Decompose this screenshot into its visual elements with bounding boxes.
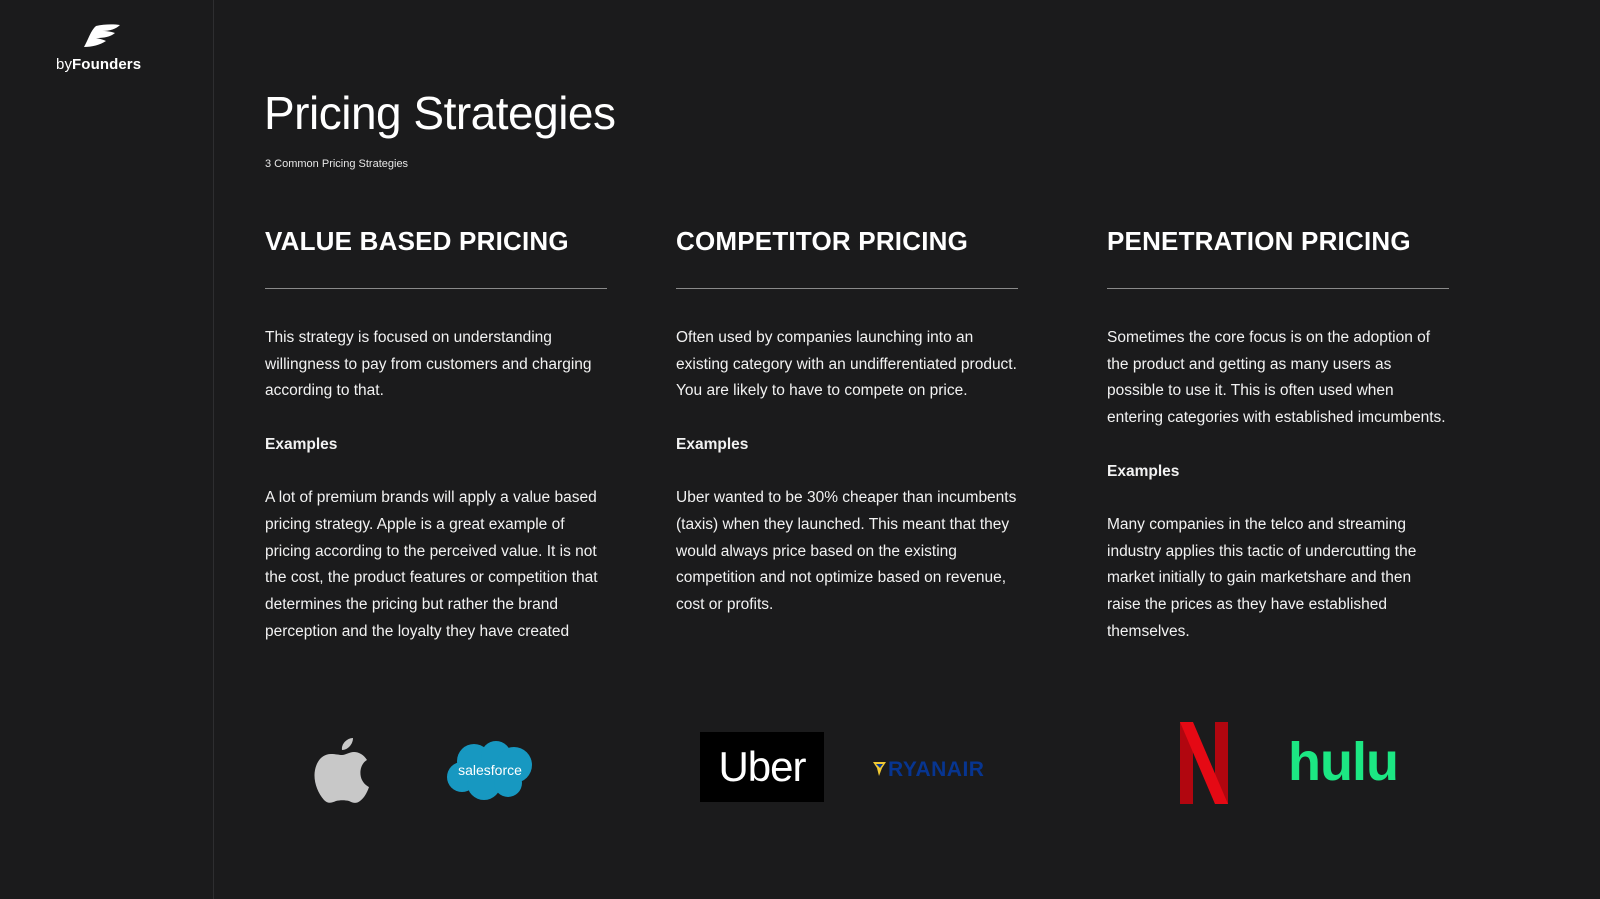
- salesforce-logo-icon: [444, 739, 536, 803]
- hulu-logo-icon: [1288, 737, 1416, 787]
- brand-feather-icon: [82, 24, 122, 48]
- strategy-heading: VALUE BASED PRICING: [265, 226, 569, 256]
- strategy-heading: COMPETITOR PRICING: [676, 226, 969, 256]
- examples-label: Examples: [265, 435, 338, 453]
- examples-text: Many companies in the telco and streaming industry applies this tactic of undercutting the market initially to gain marketshare and then raise the prices as they have established themselves.: [1107, 515, 1417, 640]
- strategy-column-competitor: [676, 226, 1018, 645]
- divider: [265, 288, 607, 289]
- salesforce-wordmark: salesforce: [458, 762, 522, 778]
- strategy-description: Often used by companies launching into an existing category with an undifferentiated product. You are likely to have to compete on price.: [676, 329, 1017, 400]
- ryanair-wordmark: RYANAIR: [888, 758, 985, 781]
- strategy-column-penetration: [1107, 226, 1449, 672]
- apple-logo-icon: [312, 734, 372, 804]
- strategy-description: Sometimes the core focus is on the adoption of the product and getting as many users as possible to use it. This is often used when entering categories with established imcumbents.: [1107, 329, 1446, 427]
- examples-label: Examples: [676, 435, 749, 453]
- strategy-heading: PENETRATION PRICING: [1107, 226, 1411, 256]
- strategy-description: This strategy is focused on understanding willingness to pay from customers and charging according to that.: [265, 329, 592, 400]
- uber-logo: [700, 732, 824, 802]
- strategy-column-value-based: [265, 226, 607, 672]
- brand-name: byFounders: [56, 56, 142, 73]
- page-title: Pricing Strategies: [264, 87, 616, 139]
- uber-wordmark: Uber: [718, 743, 806, 790]
- page-subtitle: 3 Common Pricing Strategies: [265, 158, 409, 170]
- divider: [1107, 288, 1449, 289]
- examples-text: A lot of premium brands will apply a value based pricing strategy. Apple is a great example of pricing according to the perceived value. It is not the cost, the product features or competition that determines the pricing but rather the brand perception and the loyalty they have created: [265, 489, 598, 640]
- examples-label: Examples: [1107, 462, 1180, 480]
- examples-text: Uber wanted to be 30% cheaper than incumbents (taxis) when they launched. This meant that they would always price based on the existing competition and not optimize based on revenue, cost or profits.: [676, 489, 1017, 613]
- hulu-wordmark: hulu: [1288, 737, 1398, 787]
- netflix-logo-icon: [1180, 722, 1228, 804]
- ryanair-logo-icon: [872, 754, 1018, 782]
- sidebar: [0, 0, 214, 899]
- divider: [676, 288, 1018, 289]
